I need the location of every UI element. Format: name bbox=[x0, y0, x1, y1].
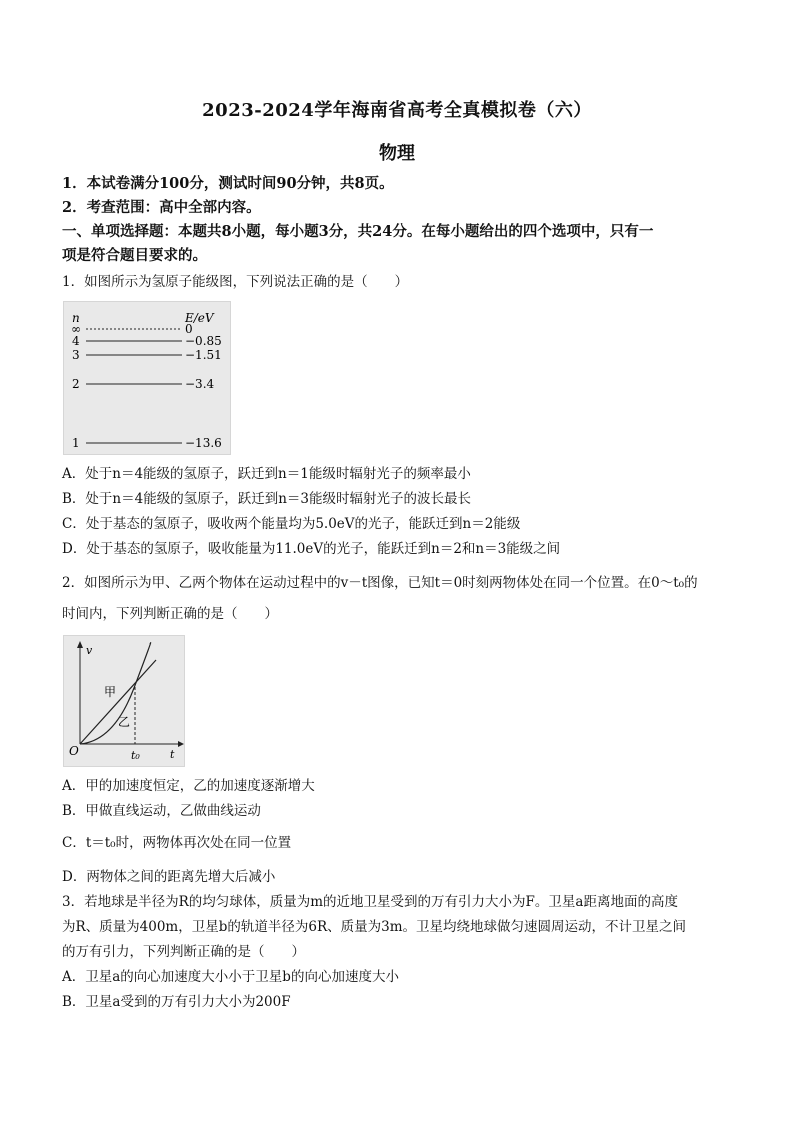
q3-stem-line-1: 3．若地球是半径为R的均匀球体，质量为m的近地卫星受到的万有引力大小为F。卫星a距离地面的高度 bbox=[62, 894, 678, 910]
vt-graph bbox=[63, 635, 185, 767]
note-1: 1．本试卷满分100分，测试时间90分钟，共8页。 bbox=[62, 175, 394, 192]
note-2: 2．考查范围：高中全部内容。 bbox=[62, 199, 261, 216]
origin-label: O bbox=[69, 744, 79, 758]
jia-label: 甲 bbox=[104, 685, 117, 699]
level-e-4: −0.85 bbox=[185, 334, 222, 348]
energy-level-diagram bbox=[63, 301, 231, 455]
exam-subject: 物理 bbox=[379, 143, 415, 164]
q1-option-c: C．处于基态的氢原子，吸收两个能量均为5.0eV的光子，能跃迁到n＝2能级 bbox=[62, 516, 521, 532]
level-n-4: 4 bbox=[72, 334, 80, 348]
level-n-1: 1 bbox=[72, 436, 80, 450]
q3-stem-line-2: 为R、质量为400m，卫星b的轨道半径为6R、质量为3m。卫星均绕地球做匀速圆周运动，不计卫星之间 bbox=[62, 919, 687, 935]
t-label: t bbox=[170, 748, 175, 761]
q3-stem-line-3: 的万有引力，下列判断正确的是（ ） bbox=[62, 944, 305, 960]
q2-stem-line-1: 2．如图所示为甲、乙两个物体在运动过程中的v－t图像，已知t＝0时刻两物体处在同一个位置。在0～t₀的 bbox=[62, 575, 698, 591]
jia-line bbox=[80, 660, 156, 744]
q2-option-a: A．甲的加速度恒定，乙的加速度逐渐增大 bbox=[62, 778, 315, 794]
energy-level-svg bbox=[64, 302, 230, 454]
q1-option-b: B．处于n＝4能级的氢原子，跃迁到n＝3能级时辐射光子的波长最长 bbox=[62, 491, 471, 507]
v-axis-arrow bbox=[77, 641, 83, 648]
q3-option-b: B．卫星a受到的万有引力大小为200F bbox=[62, 994, 291, 1010]
n-axis-label: n bbox=[72, 311, 80, 325]
t-axis-arrow bbox=[178, 741, 184, 747]
t0-label: t₀ bbox=[131, 749, 140, 762]
q2-option-d: D．两物体之间的距离先增大后减小 bbox=[62, 869, 276, 885]
section-heading-line-2: 项是符合题目要求的。 bbox=[62, 247, 207, 264]
q2-option-b: B．甲做直线运动，乙做曲线运动 bbox=[62, 803, 261, 819]
level-e-3: −1.51 bbox=[185, 348, 222, 362]
q2-option-c: C．t＝t₀时，两物体再次处在同一位置 bbox=[62, 835, 292, 851]
energy-axis-label: E/eV bbox=[185, 311, 214, 325]
level-e-1: −13.6 bbox=[185, 436, 222, 450]
yi-label: 乙 bbox=[118, 715, 131, 729]
level-n-inf: ∞ bbox=[71, 322, 81, 336]
section-heading-line-1: 一、单项选择题：本题共8小题，每小题3分，共24分。在每小题给出的四个选项中，只有一 bbox=[62, 223, 654, 240]
q1-stem: 1．如图所示为氢原子能级图，下列说法正确的是（ ） bbox=[62, 274, 409, 290]
vt-graph-svg bbox=[64, 636, 184, 766]
level-e-inf: 0 bbox=[185, 322, 193, 336]
v-label: v bbox=[86, 644, 93, 657]
level-n-3: 3 bbox=[72, 348, 80, 362]
q2-stem-line-2: 时间内，下列判断正确的是（ ） bbox=[62, 606, 278, 622]
level-n-2: 2 bbox=[72, 377, 80, 391]
q1-option-d: D．处于基态的氢原子，吸收能量为11.0eV的光子，能跃迁到n＝2和n＝3能级之间 bbox=[62, 541, 561, 557]
exam-title: 2023-2024学年海南省高考全真模拟卷（六） bbox=[202, 100, 592, 121]
q1-option-a: A．处于n＝4能级的氢原子，跃迁到n＝1能级时辐射光子的频率最小 bbox=[62, 466, 471, 482]
level-e-2: −3.4 bbox=[185, 377, 215, 391]
q3-option-a: A．卫星a的向心加速度大小小于卫星b的向心加速度大小 bbox=[62, 969, 399, 985]
